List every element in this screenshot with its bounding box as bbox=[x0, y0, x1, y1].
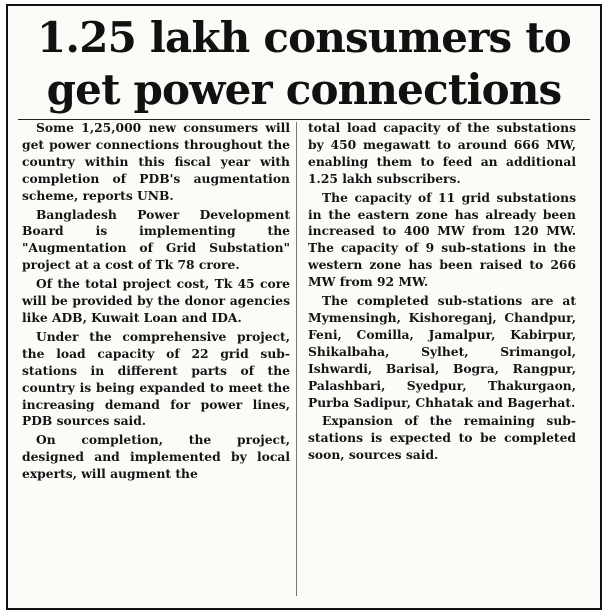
paragraph: Some 1,25,000 new consumers will get power connections throughout the country within this fiscal year with completion of PDB's augmentation scheme, reports UNB. bbox=[22, 120, 290, 203]
paragraph: On completion, the project, designed and implemented by local experts, will augment the bbox=[22, 432, 290, 482]
paragraph: Of the total project cost, Tk 45 core will be provided by the donor agencies like ADB, Kuwait Loan and IDA. bbox=[22, 276, 290, 325]
article-column-left bbox=[22, 120, 290, 485]
headline-line-2: get power connections bbox=[46, 65, 562, 114]
headline bbox=[16, 12, 592, 116]
paragraph: Under the comprehensive project, the load capacity of 22 grid sub-stations in different parts of the country is being expanded to meet the increasing demand for power lines, PDB sources said. bbox=[22, 328, 290, 429]
paragraph: The capacity of 11 grid substations in the eastern zone has already been increased to 400 MW from 120 MW. The capacity of 9 sub-stations in the western zone has been raised to 266 MW from 92 MW. bbox=[308, 189, 576, 290]
headline-line-1: 1.25 lakh consumers to bbox=[36, 13, 572, 62]
column-divider bbox=[296, 122, 297, 596]
paragraph: Expansion of the remaining sub-stations is expected to be completed soon, sources said. bbox=[308, 413, 576, 463]
article-column-right bbox=[308, 120, 576, 466]
paragraph: total load capacity of the substations by 450 megawatt to around 666 MW, enabling them to feed an additional 1.25 lakh subscribers. bbox=[308, 120, 576, 186]
paragraph: Bangladesh Power Development Board is implementing the "Augmentation of Grid Substation" project at a cost of Tk 78 crore. bbox=[22, 206, 290, 273]
paragraph: The completed sub-stations are at Mymensingh, Kishoreganj, Chandpur, Feni, Comilla, Jamalpur, Kabirpur, Shikalbaha, Sylhet, Srimangol, Ishwardi, Barisal, Bogra, Rangpur, Palashbari, Syedpur, Thakurgaon, Purba Sadipur, Chhatak and Bagerhat. bbox=[308, 293, 576, 410]
